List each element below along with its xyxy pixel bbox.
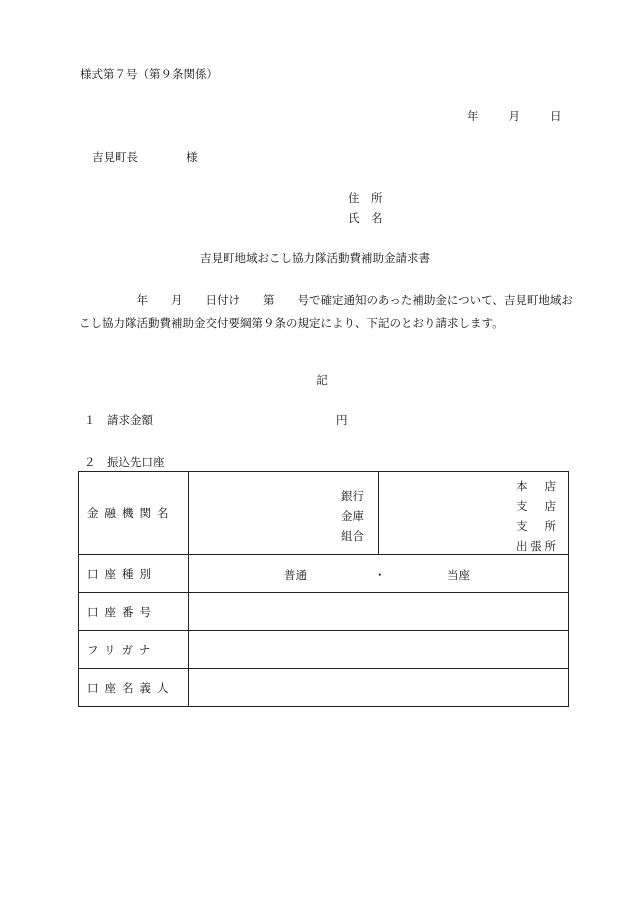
table-row xyxy=(79,631,569,669)
account-item-label: ２ 振込先口座 xyxy=(84,455,165,469)
branch-name-cell[interactable] xyxy=(379,472,569,555)
account-number-label: 口座番号 xyxy=(79,593,189,631)
date-year: 年 xyxy=(467,109,479,123)
ki-heading: 記 xyxy=(316,373,328,387)
account-number-field[interactable] xyxy=(189,593,569,631)
document-title: 吉見町地域おこし協力隊活動費補助金請求書 xyxy=(200,251,430,265)
furigana-label: フリガナ xyxy=(79,631,189,669)
branch-types: 本 店 支 店 支 所 出張所 xyxy=(516,479,556,553)
type-separator: ・ xyxy=(374,568,386,582)
addressee xyxy=(92,149,198,165)
address-label: 住 所 xyxy=(348,191,383,205)
account-table xyxy=(78,471,569,707)
date-line xyxy=(467,108,562,124)
institution-types: 銀行 金庫 組合 xyxy=(341,489,364,543)
institution-name-cell[interactable] xyxy=(189,472,379,555)
amount-item xyxy=(84,412,348,428)
addressee-name: 吉見町長 xyxy=(92,150,138,164)
date-month: 月 xyxy=(508,109,520,123)
account-type-label: 口座種別 xyxy=(79,555,189,593)
form-number: 様式第７号（第９条関係） xyxy=(80,67,218,81)
table-row xyxy=(79,669,569,707)
amount-unit: 円 xyxy=(336,413,348,427)
table-row xyxy=(79,555,569,593)
table-row xyxy=(79,472,569,555)
institution-label: 金融機関名 xyxy=(79,472,189,555)
account-holder-label: 口座名義人 xyxy=(79,669,189,707)
account-type-cell[interactable] xyxy=(189,555,569,593)
table-row xyxy=(79,593,569,631)
addressee-honorific: 様 xyxy=(186,150,198,164)
type-normal[interactable]: 普通 xyxy=(284,568,307,582)
type-current[interactable]: 当座 xyxy=(447,568,470,582)
body-paragraph: 年 月 日付け 第 号で確定通知のあった補助金について、吉見町地域おこし協力隊活動費補助金交付要綱第９条の規定により、下記のとおり請求します。 xyxy=(79,293,573,330)
account-holder-field[interactable] xyxy=(189,669,569,707)
furigana-field[interactable] xyxy=(189,631,569,669)
name-label: 氏 名 xyxy=(348,211,383,225)
date-day: 日 xyxy=(550,109,562,123)
amount-label: １ 請求金額 xyxy=(84,413,153,427)
